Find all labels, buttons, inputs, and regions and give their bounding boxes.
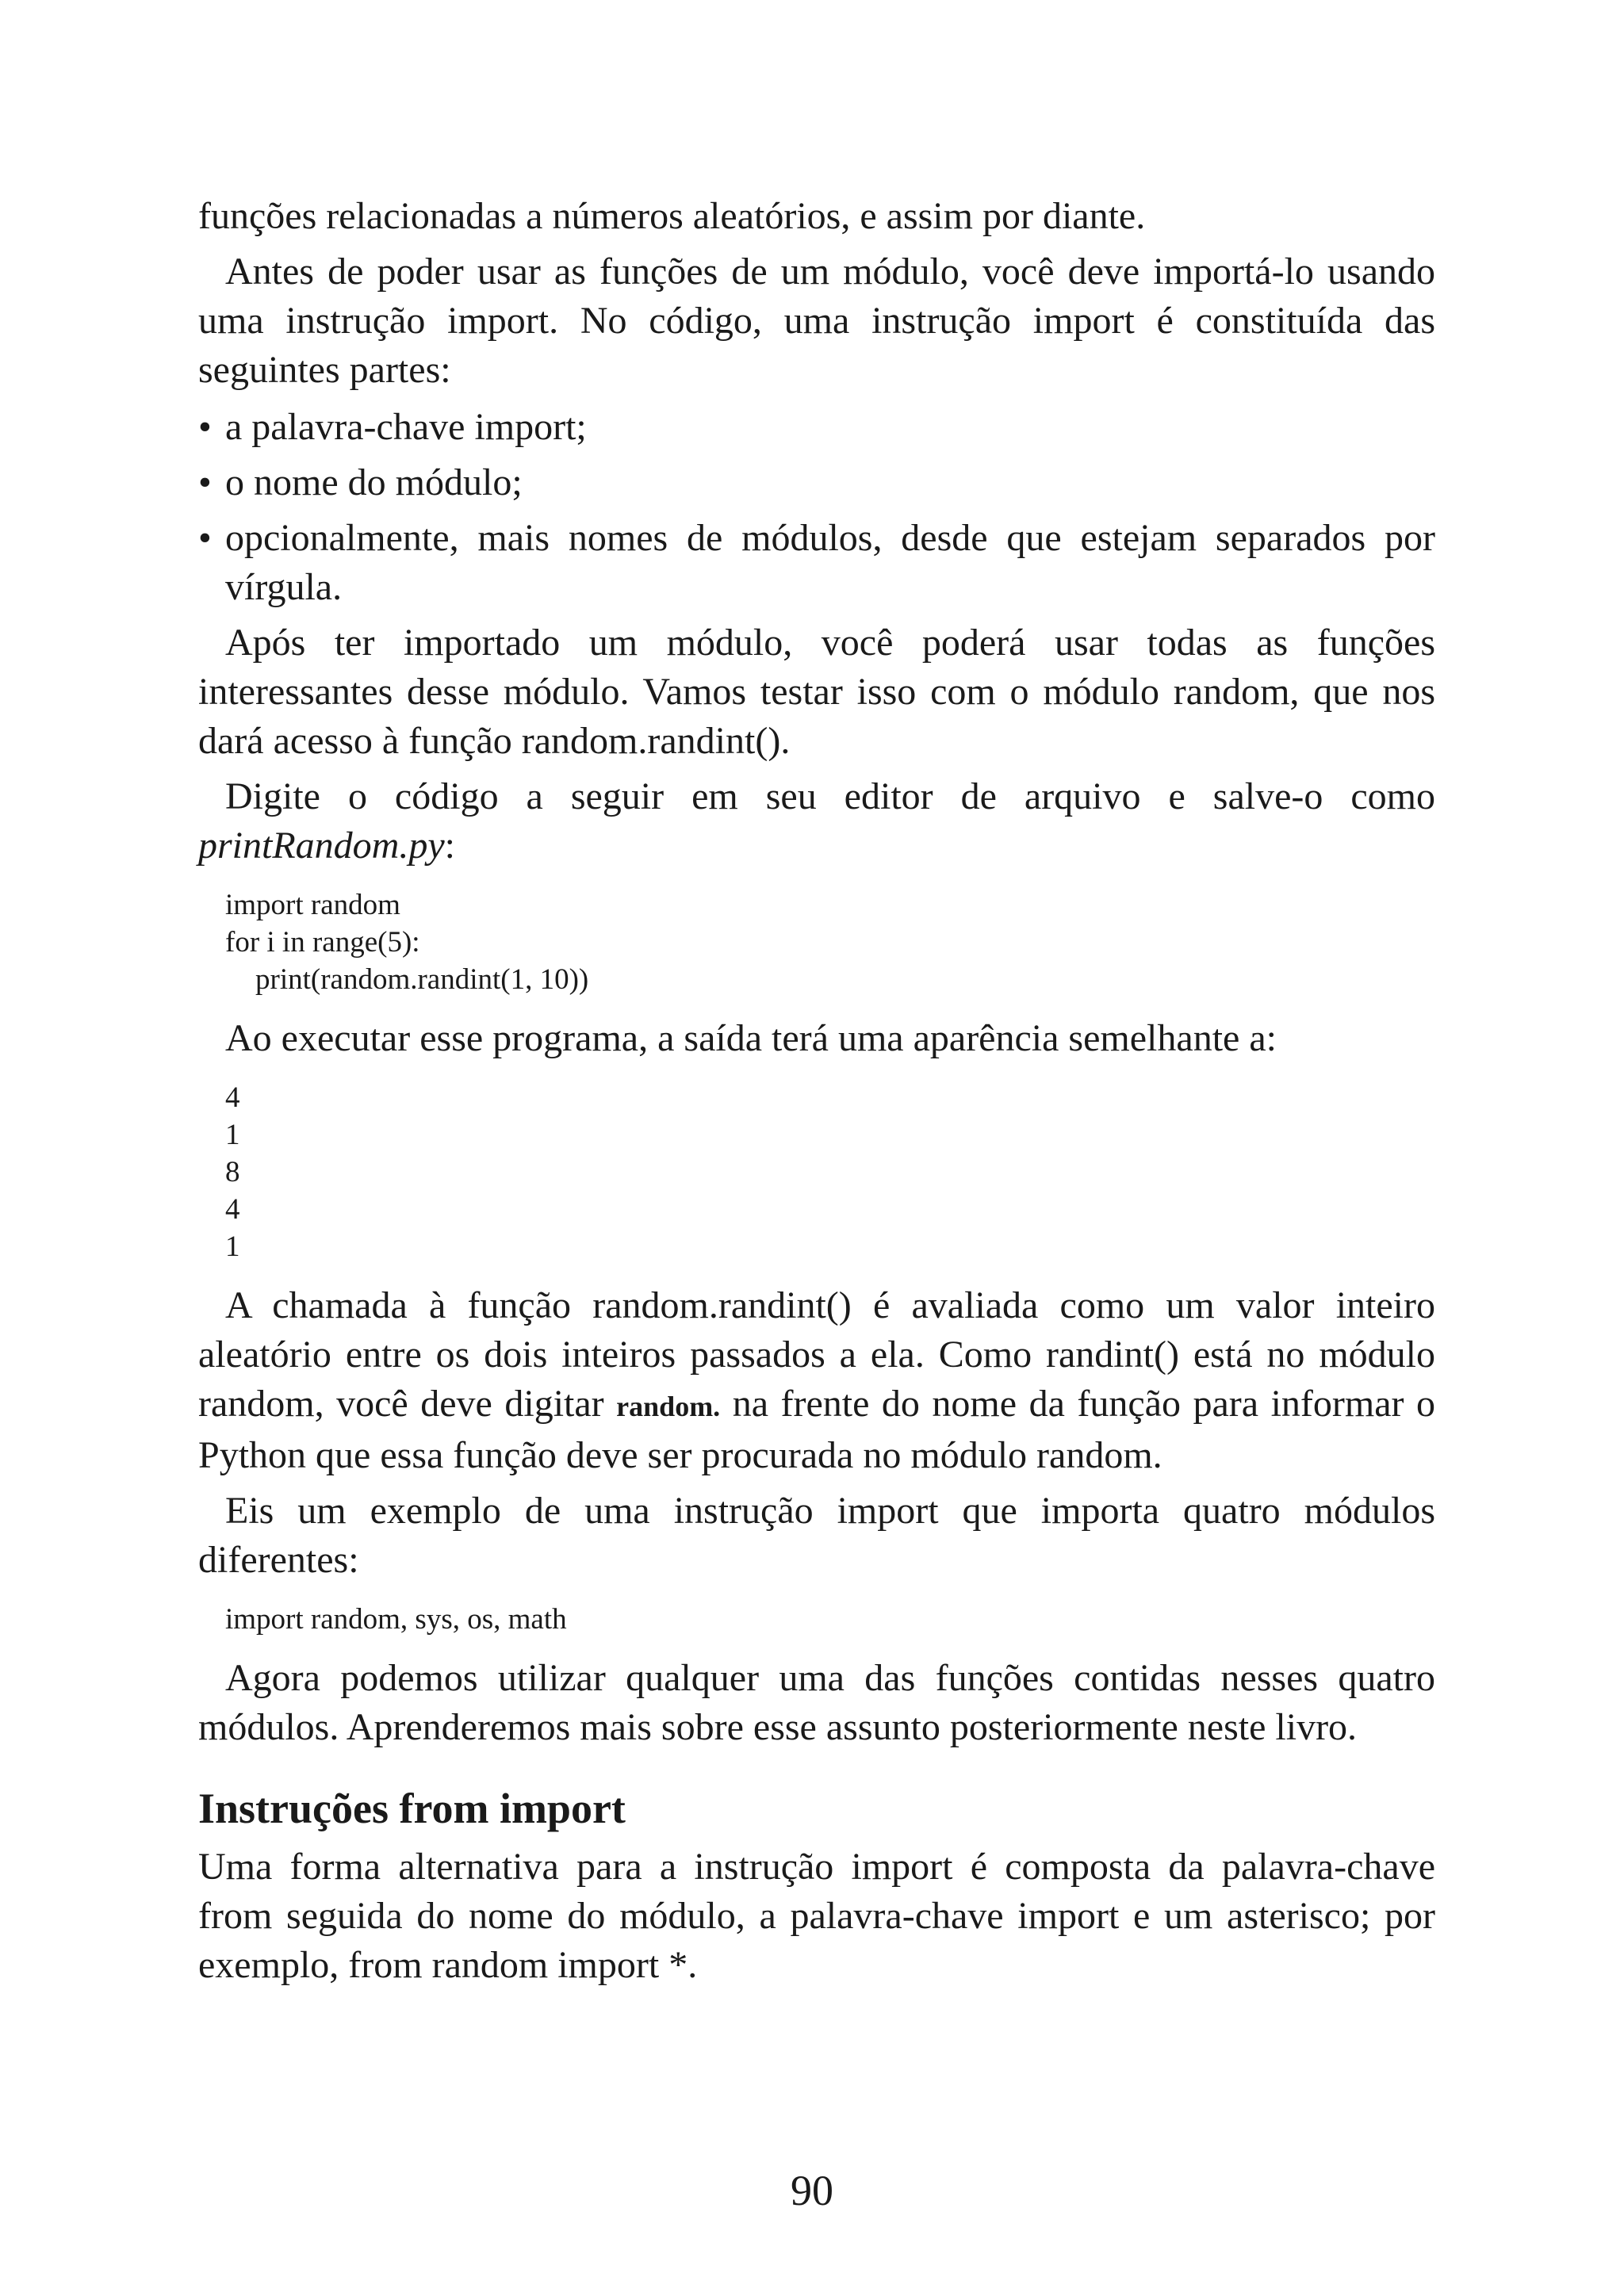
code-block-print-random xyxy=(225,886,1435,998)
bullet-icon: • xyxy=(198,461,212,503)
output-line: 4 xyxy=(225,1081,240,1114)
list-item xyxy=(198,403,1435,452)
paragraph-type-code xyxy=(198,772,1435,871)
paragraph-multi-import: Eis um exemplo de uma instrução import que importa quatro módulos diferentes: xyxy=(198,1490,1435,1581)
list-item xyxy=(198,458,1435,507)
code-block-multi-import xyxy=(225,1601,1435,1638)
paragraph-import-explanation: Antes de poder usar as funções de um módulo, você deve importá-lo usando uma instrução import. No código, uma instrução import é constituída das seguintes partes: xyxy=(198,251,1435,391)
paragraph-intro-continuation: funções relacionadas a números aleatórios, e assim por diante. xyxy=(198,195,1146,237)
bullet-icon: • xyxy=(198,517,212,559)
paragraph-text: A chamada à função random.randint() é avaliada como um valor inteiro aleatório entre os dois inteiros passados a ela. Como randint() está no módulo random, você deve digitar xyxy=(198,1284,1435,1425)
code-line: import random, sys, os, math xyxy=(225,1603,567,1636)
program-output-block xyxy=(225,1079,1435,1265)
inline-code-random: random. xyxy=(616,1391,721,1422)
paragraph-after-import: Após ter importado um módulo, você poderá usar todas as funções interessantes desse módulo. Vamos testar isso com o módulo random, que nos dará acesso à função random.randint(). xyxy=(198,622,1435,762)
paragraph-from-import: Uma forma alternativa para a instrução import é composta da palavra-chave from seguida do nome do módulo, a palavra-chave import e um asterisco; por exemplo, from random import *. xyxy=(198,1846,1435,1986)
section-heading: Instruções from import xyxy=(198,1785,626,1832)
paragraph-randint-explanation xyxy=(198,1281,1435,1480)
paragraph-punctuation: : xyxy=(444,825,455,867)
output-line: 1 xyxy=(225,1119,240,1151)
filename: printRandom.py xyxy=(198,825,445,867)
paragraph-modules-usage: Agora podemos utilizar qualquer uma das funções contidas nesses quatro módulos. Aprenderemos mais sobre esse assunto posteriormente neste livro. xyxy=(198,1657,1435,1748)
list-item-text: opcionalmente, mais nomes de módulos, desde que estejam separados por vírgula. xyxy=(225,517,1435,608)
output-line: 1 xyxy=(225,1230,240,1263)
list-item-text: a palavra-chave import; xyxy=(225,406,587,448)
list-item xyxy=(198,514,1435,612)
paragraph-text: Digite o código a seguir em seu editor de arquivo e salve-o como xyxy=(225,775,1435,817)
paragraph-output-intro: Ao executar esse programa, a saída terá uma aparência semelhante a: xyxy=(225,1017,1277,1059)
paragraph-text: na frente do nome da função para informar o Python que essa função deve ser procurada no módulo random. xyxy=(198,1383,1436,1476)
page-number: 90 xyxy=(791,2167,833,2214)
page-content xyxy=(198,192,1435,1996)
import-parts-list xyxy=(198,403,1435,612)
list-item-text: o nome do módulo; xyxy=(225,461,523,503)
code-line: print(random.randint(1, 10)) xyxy=(255,963,589,996)
code-line: import random xyxy=(225,889,400,921)
output-line: 8 xyxy=(225,1156,240,1188)
bullet-icon: • xyxy=(198,406,212,448)
code-line: for i in range(5): xyxy=(225,926,420,959)
output-line: 4 xyxy=(225,1193,240,1226)
